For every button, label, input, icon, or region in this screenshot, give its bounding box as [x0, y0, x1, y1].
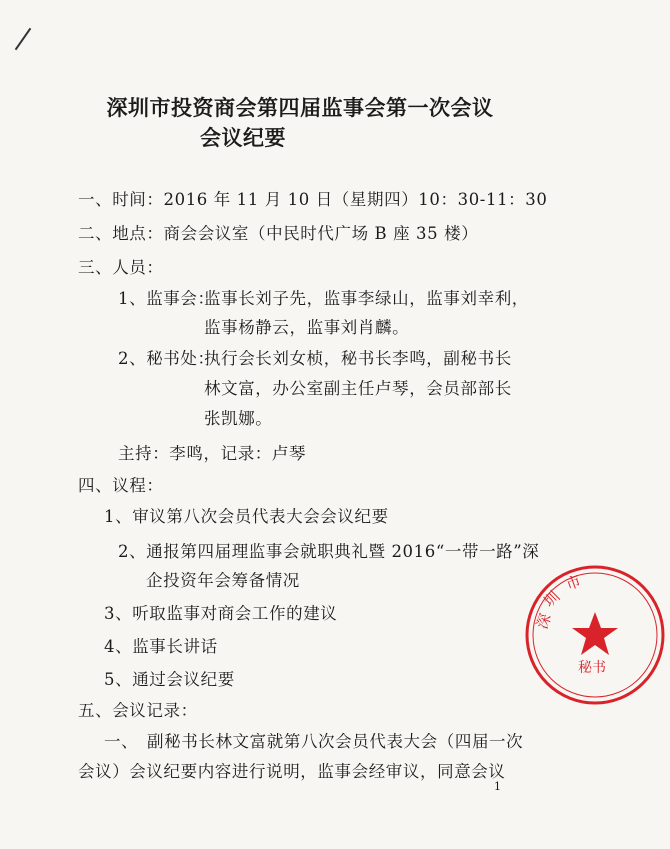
agenda-item-continued: 企投资年会筹备情况: [146, 571, 300, 590]
supervisors-line1: 监事长刘子先，监事李绿山，监事刘幸利，: [204, 289, 529, 308]
secretariat-line2: 林文富，办公室副主任卢琴，会员部部长: [204, 379, 512, 398]
records-heading: 五、会议记录：: [78, 701, 198, 720]
svg-text:圳: 圳: [540, 587, 564, 611]
host-recorder: 主持：李鸣，记录：卢琴: [118, 444, 307, 463]
secretariat-label: 2、秘书处：: [118, 349, 215, 368]
agenda-heading: 四、议程：: [78, 476, 164, 495]
secretariat-line1: 执行会长刘女桢，秘书长李鸣，副秘书长: [204, 349, 512, 368]
meeting-time: 一、时间：2016 年 11 月 10 日（星期四）10：30-11：30: [78, 190, 548, 209]
agenda-item: 5、通过会议纪要: [104, 670, 235, 689]
pen-mark: [15, 28, 32, 50]
agenda-item: 2、通报第四届理监事会就职典礼暨 2016“一带一路”深: [118, 542, 540, 561]
agenda-item: 3、听取监事对商会工作的建议: [104, 604, 338, 623]
meeting-location: 二、地点：商会会议室（中民时代广场 B 座 35 楼）: [78, 224, 479, 243]
supervisors-label: 1、监事会：: [118, 289, 215, 308]
red-seal-stamp: [520, 560, 670, 710]
doc-title-line1: 深圳市投资商会第四届监事会第一次会议: [106, 95, 494, 120]
record-paragraph-line2: 会议）会议纪要内容进行说明，监事会经审议，同意会议: [78, 762, 506, 781]
people-heading: 三、人员：: [78, 258, 164, 277]
svg-text:秘书: 秘书: [578, 660, 606, 676]
agenda-item: 1、审议第八次会员代表大会会议纪要: [104, 507, 389, 526]
agenda-item: 4、监事长讲话: [104, 637, 218, 656]
svg-text:市: 市: [563, 571, 584, 594]
record-paragraph-line1: 一、 副秘书长林文富就第八次会员代表大会（四届一次: [104, 732, 524, 751]
secretariat-line3: 张凯娜。: [204, 409, 273, 428]
page-number: 1: [494, 780, 501, 793]
supervisors-line2: 监事杨静云，监事刘肖麟。: [204, 318, 410, 337]
svg-text:深: 深: [532, 611, 555, 632]
doc-title-line2: 会议纪要: [200, 125, 286, 150]
